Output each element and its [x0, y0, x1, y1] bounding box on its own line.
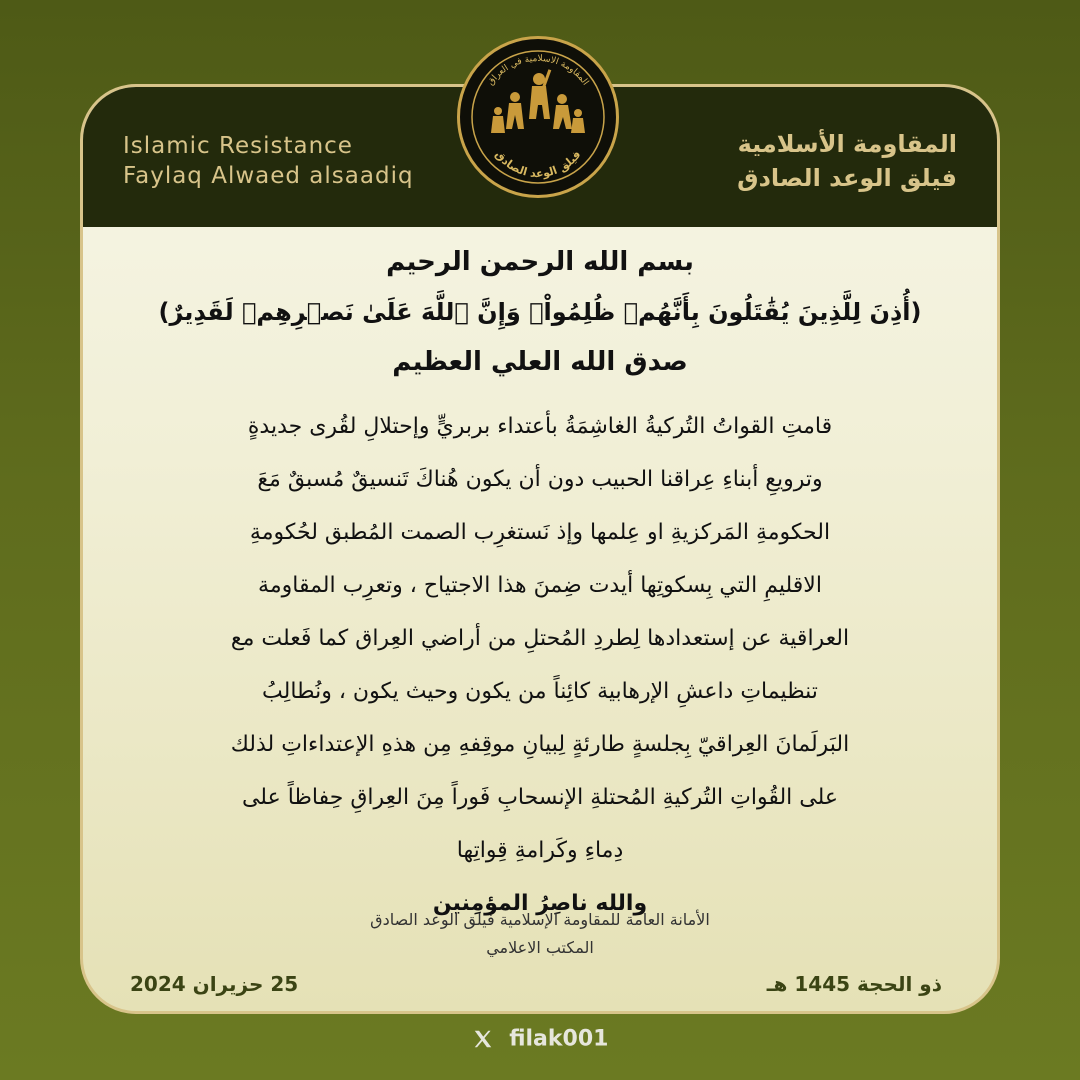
paragraph-line: الاقليمِ التي بِسكوتِها أيدت ضِمنَ هذا الاجتياح ، وتعرِب المقاومة [258, 573, 822, 598]
soldiers-emblem-icon [460, 39, 616, 195]
paragraph-line: على القُواتِ التُركيةِ المُحتلةِ الإنسحابِ فَوراً مِنَ العِراقِ حِفاظاً على [241, 785, 839, 810]
statement-paragraph [120, 400, 960, 930]
emblem-logo [457, 36, 619, 198]
x-logo-icon [472, 1028, 494, 1050]
signature-line2: المكتب الاعلامي [486, 938, 594, 957]
social-handle[interactable] [0, 1026, 1080, 1052]
arabic-title-line2: فيلق الوعد الصادق [737, 164, 957, 192]
signature-line1: الأمانة العامة للمقاومة الإسلامية فيلق الوعد الصادق [370, 910, 710, 929]
signature-block [200, 906, 880, 962]
gregorian-date: 25 حزيران 2024 [130, 972, 299, 996]
english-title [123, 131, 414, 191]
paragraph-line: العراقية عن إستعدادها لِطردِ المُحتلِ من أراضي العِراق كما فَعلت مع [230, 626, 850, 651]
arabic-title-line1: المقاومة الأسلامية [737, 130, 957, 158]
english-title-line1: Islamic Resistance [123, 133, 353, 159]
arabic-title [737, 127, 957, 195]
paragraph-line: البَرلَمانَ العِراقيّ بِجلسةٍ طارئةٍ لِبيانِ موقِفهِ مِن هذهِ الإعتداءاتِ لذلك [230, 732, 850, 757]
hijri-date: ذو الحجة 1445 هـ [766, 972, 942, 996]
english-title-line2: Faylaq Alwaed alsaadiq [123, 163, 414, 189]
statement-body [120, 240, 960, 930]
paragraph-line: دِماءِ وكَرامةِ قِواتِها [456, 838, 624, 863]
paragraph-line: الحكومةِ المَركزيةِ او عِلمها وإذ نَستغرِب الصمت المُطبق لحُكومةِ [249, 520, 831, 545]
closing-line: والله ناصِرُ المؤمِنين [432, 891, 648, 916]
quran-verse: (أُذِنَ لِلَّذِينَ يُقَٰتَلُونَ بِأَنَّهُمۡ ظُلِمُواْۚ وَإِنَّ ٱللَّهَ عَلَىٰ نَصۡرِهِمۡ لَقَدِيرٌ) [158, 298, 922, 326]
paragraph-line: قامتِ القواتُ التُركيةُ الغاشِمَةُ بأعتداء بربريٍّ وإحتلالِ لقُرى جديدةٍ [247, 414, 833, 439]
paragraph-line: وترويعِ أبناءِ عِراقنا الحبيب دون أن يكون هُناكَ تَنسيقٌ مُسبقٌ مَعَ [257, 467, 823, 492]
logo-text-bottom: فيلق الوعد الصادق [492, 148, 584, 181]
basmala: بسم الله الرحمن الرحيم [386, 247, 694, 277]
handle-text: filak001 [509, 1026, 609, 1052]
sadaq-line: صدق الله العلي العظيم [392, 347, 688, 377]
logo-text-top: المقاومة الاسلامية في العراق [485, 53, 591, 88]
paragraph-line: تنظيماتِ داعشِ الإرهابية كائِناً من يكون وحيث يكون ، ونُطالِبُ [262, 679, 818, 704]
